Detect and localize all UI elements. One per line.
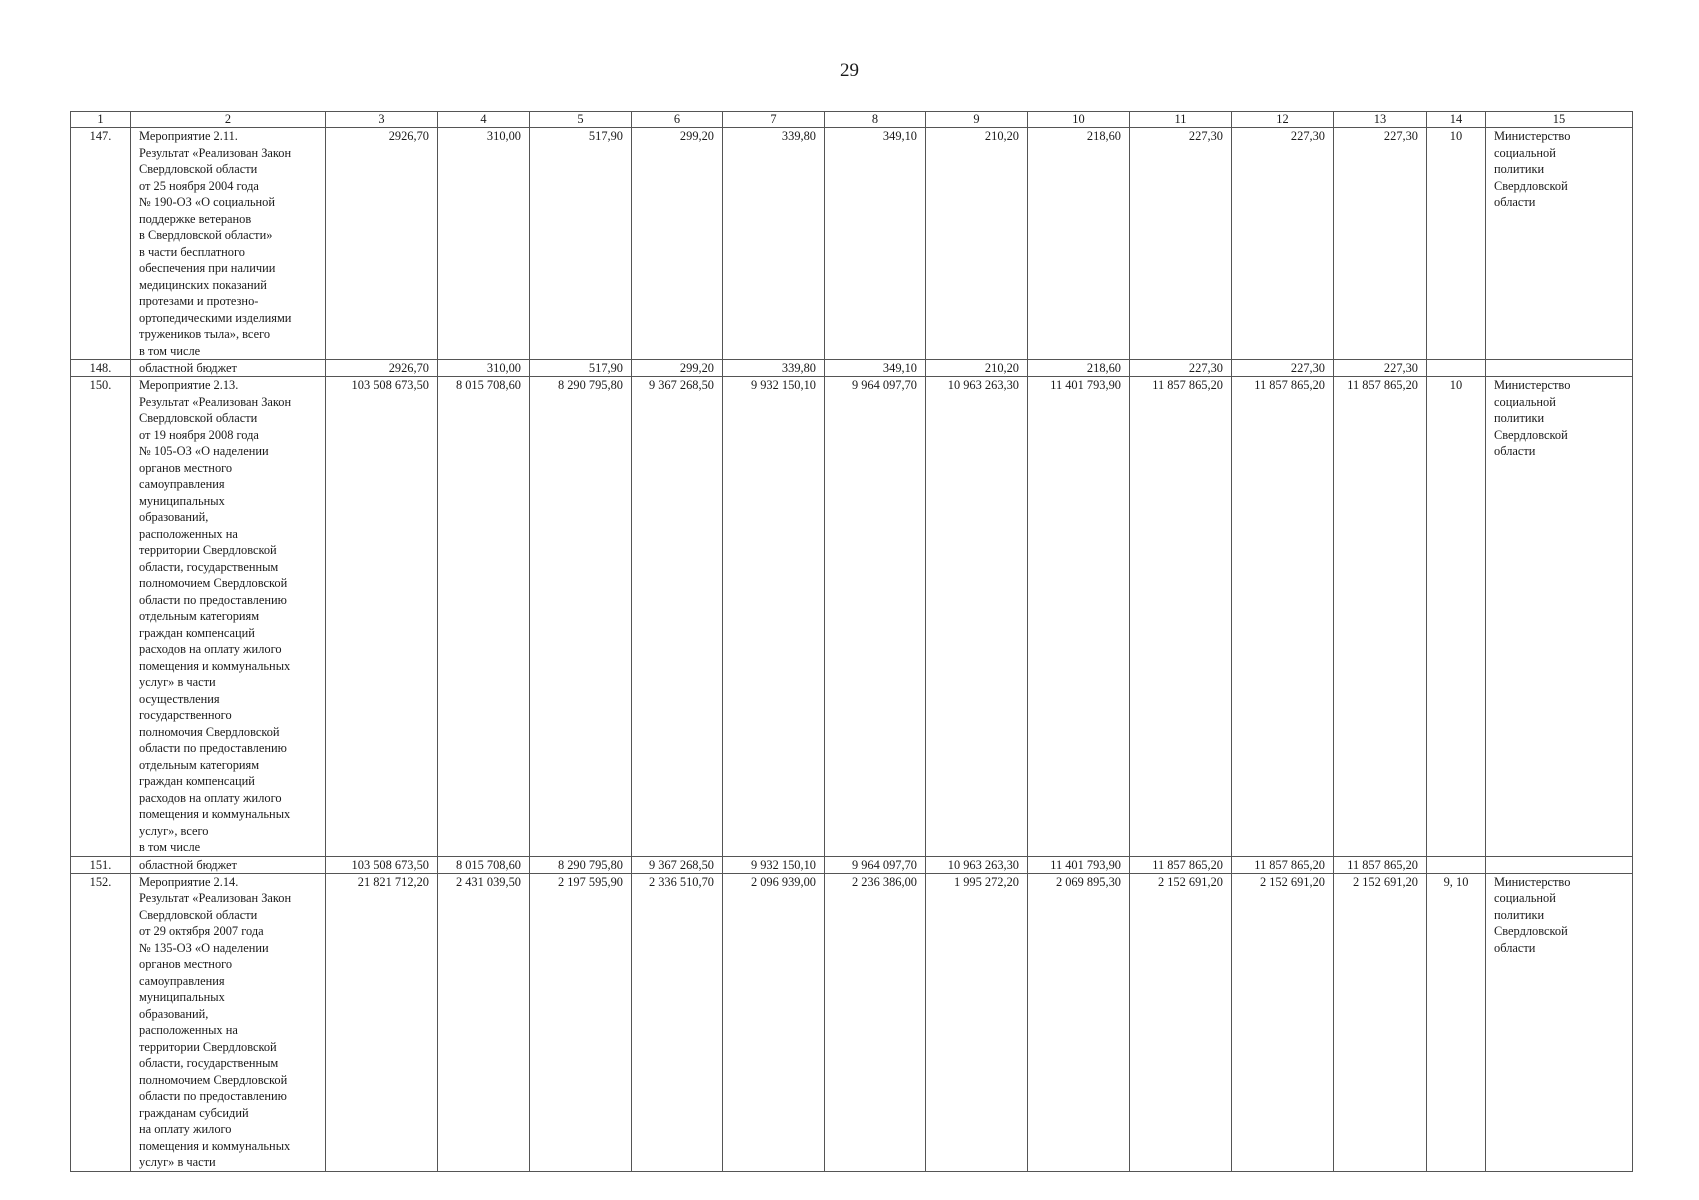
column-number: 6 bbox=[632, 112, 723, 128]
amount-year: 218,60 bbox=[1028, 360, 1130, 377]
amount-year: 2 152 691,20 bbox=[1130, 873, 1232, 1171]
amount-year: 9 932 150,10 bbox=[723, 377, 825, 857]
amount-year: 299,20 bbox=[632, 360, 723, 377]
column-number: 13 bbox=[1334, 112, 1427, 128]
amount-year: 2 197 595,90 bbox=[530, 873, 632, 1171]
responsible-ministry bbox=[1486, 856, 1633, 873]
goal-number bbox=[1427, 360, 1486, 377]
amount-year: 339,80 bbox=[723, 128, 825, 360]
column-number: 4 bbox=[438, 112, 530, 128]
column-number: 8 bbox=[825, 112, 926, 128]
goal-number: 10 bbox=[1427, 128, 1486, 360]
amount-year: 339,80 bbox=[723, 360, 825, 377]
amount-year: 2 152 691,20 bbox=[1232, 873, 1334, 1171]
amount-year: 9 964 097,70 bbox=[825, 856, 926, 873]
amount-year: 11 857 865,20 bbox=[1130, 377, 1232, 857]
column-number: 2 bbox=[131, 112, 326, 128]
amount-year: 11 857 865,20 bbox=[1334, 856, 1427, 873]
amount-total: 21 821 712,20 bbox=[326, 873, 438, 1171]
amount-year: 10 963 263,30 bbox=[926, 856, 1028, 873]
amount-year: 517,90 bbox=[530, 128, 632, 360]
column-number: 7 bbox=[723, 112, 825, 128]
column-number: 14 bbox=[1427, 112, 1486, 128]
amount-year: 210,20 bbox=[926, 360, 1028, 377]
measure-description: Мероприятие 2.13. Результат «Реализован Закон Свердловской области от 19 ноября 2008 года № 105-ОЗ «О наделении органов местного самоуправления муниципальных образований, расположенных на территории Свердловской области, государственным полномочием Свердловской области по предоставлению отдельным категориям граждан компенсаций расходов на оплату жилого помещения и коммунальных услуг» в части осуществления государственного полномочия Свердловской области по предоставлению отдельным категориям граждан компенсаций расходов на оплату жилого помещения и коммунальных услуг», всего в том числе bbox=[131, 377, 326, 857]
amount-year: 9 964 097,70 bbox=[825, 377, 926, 857]
amount-year: 9 932 150,10 bbox=[723, 856, 825, 873]
table-row bbox=[71, 377, 1633, 857]
amount-year: 11 857 865,20 bbox=[1130, 856, 1232, 873]
amount-year: 2 152 691,20 bbox=[1334, 873, 1427, 1171]
amount-year: 11 857 865,20 bbox=[1232, 856, 1334, 873]
goal-number: 10 bbox=[1427, 377, 1486, 857]
goal-number bbox=[1427, 856, 1486, 873]
amount-year: 227,30 bbox=[1232, 128, 1334, 360]
amount-year: 8 290 795,80 bbox=[530, 377, 632, 857]
amount-year: 1 995 272,20 bbox=[926, 873, 1028, 1171]
row-number: 147. bbox=[71, 128, 131, 360]
page-number: 29 bbox=[840, 60, 859, 81]
budget-table bbox=[70, 111, 1633, 1172]
measure-description: областной бюджет bbox=[131, 856, 326, 873]
amount-year: 11 857 865,20 bbox=[1232, 377, 1334, 857]
amount-year: 299,20 bbox=[632, 128, 723, 360]
amount-year: 8 290 795,80 bbox=[530, 856, 632, 873]
table-row bbox=[71, 360, 1633, 377]
amount-year: 11 401 793,90 bbox=[1028, 856, 1130, 873]
amount-year: 349,10 bbox=[825, 128, 926, 360]
amount-year: 227,30 bbox=[1334, 128, 1427, 360]
measure-description: Мероприятие 2.11. Результат «Реализован Закон Свердловской области от 25 ноября 2004 года № 190-ОЗ «О социальной поддержке ветеранов в Свердловской области» в части бесплатного обеспечения при наличии медицинских показаний протезами и протезно- ортопедическими изделиями тружеников тыла», всего в том числе bbox=[131, 128, 326, 360]
amount-year: 8 015 708,60 bbox=[438, 856, 530, 873]
amount-year: 227,30 bbox=[1130, 360, 1232, 377]
column-number: 10 bbox=[1028, 112, 1130, 128]
responsible-ministry: Министерство социальной политики Свердловской области bbox=[1486, 873, 1633, 1171]
amount-total: 2926,70 bbox=[326, 360, 438, 377]
amount-year: 210,20 bbox=[926, 128, 1028, 360]
amount-total: 103 508 673,50 bbox=[326, 856, 438, 873]
measure-description: областной бюджет bbox=[131, 360, 326, 377]
column-number: 15 bbox=[1486, 112, 1633, 128]
amount-year: 517,90 bbox=[530, 360, 632, 377]
responsible-ministry: Министерство социальной политики Свердловской области bbox=[1486, 377, 1633, 857]
column-number-row bbox=[71, 112, 1633, 128]
amount-year: 227,30 bbox=[1232, 360, 1334, 377]
amount-year: 2 096 939,00 bbox=[723, 873, 825, 1171]
row-number: 150. bbox=[71, 377, 131, 857]
amount-total: 103 508 673,50 bbox=[326, 377, 438, 857]
row-number: 151. bbox=[71, 856, 131, 873]
amount-year: 2 336 510,70 bbox=[632, 873, 723, 1171]
column-number: 1 bbox=[71, 112, 131, 128]
responsible-ministry: Министерство социальной политики Свердловской области bbox=[1486, 128, 1633, 360]
amount-year: 310,00 bbox=[438, 360, 530, 377]
amount-year: 227,30 bbox=[1334, 360, 1427, 377]
responsible-ministry bbox=[1486, 360, 1633, 377]
column-number: 9 bbox=[926, 112, 1028, 128]
goal-number: 9, 10 bbox=[1427, 873, 1486, 1171]
table-row bbox=[71, 856, 1633, 873]
amount-year: 11 857 865,20 bbox=[1334, 377, 1427, 857]
amount-year: 310,00 bbox=[438, 128, 530, 360]
amount-year: 10 963 263,30 bbox=[926, 377, 1028, 857]
column-number: 11 bbox=[1130, 112, 1232, 128]
amount-year: 11 401 793,90 bbox=[1028, 377, 1130, 857]
row-number: 148. bbox=[71, 360, 131, 377]
amount-year: 2 069 895,30 bbox=[1028, 873, 1130, 1171]
amount-year: 227,30 bbox=[1130, 128, 1232, 360]
amount-total: 2926,70 bbox=[326, 128, 438, 360]
amount-year: 2 236 386,00 bbox=[825, 873, 926, 1171]
row-number: 152. bbox=[71, 873, 131, 1171]
amount-year: 218,60 bbox=[1028, 128, 1130, 360]
column-number: 3 bbox=[326, 112, 438, 128]
amount-year: 9 367 268,50 bbox=[632, 856, 723, 873]
table-row bbox=[71, 873, 1633, 1171]
amount-year: 349,10 bbox=[825, 360, 926, 377]
column-number: 12 bbox=[1232, 112, 1334, 128]
amount-year: 8 015 708,60 bbox=[438, 377, 530, 857]
table-row bbox=[71, 128, 1633, 360]
column-number: 5 bbox=[530, 112, 632, 128]
measure-description: Мероприятие 2.14. Результат «Реализован Закон Свердловской области от 29 октября 2007 года № 135-ОЗ «О наделении органов местного самоуправления муниципальных образований, расположенных на территории Свердловской области, государственным полномочием Свердловской области по предоставлению гражданам субсидий на оплату жилого помещения и коммунальных услуг» в части bbox=[131, 873, 326, 1171]
amount-year: 9 367 268,50 bbox=[632, 377, 723, 857]
amount-year: 2 431 039,50 bbox=[438, 873, 530, 1171]
